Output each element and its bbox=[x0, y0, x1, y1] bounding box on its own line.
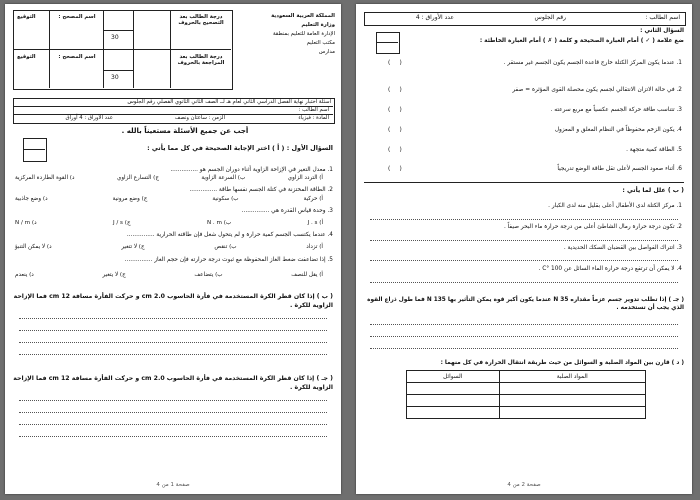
tf-text: 1. عندما يكون المركز الكتلة خارج قاعدة الجسم يكون الجسم غير مستقر . bbox=[503, 60, 682, 66]
answer-line[interactable] bbox=[19, 342, 327, 343]
mc-option[interactable]: د) لا يمكن التنبؤ bbox=[15, 244, 52, 250]
student-name-label: اسم الطالب : bbox=[645, 14, 680, 21]
mc-option[interactable]: ب) سكونية bbox=[212, 196, 239, 202]
answer-line[interactable] bbox=[370, 324, 678, 325]
mc-option[interactable]: ب) N . m bbox=[206, 220, 232, 226]
tf-answer-slot[interactable]: ( ) bbox=[388, 147, 402, 153]
mc-option[interactable]: د) ينعدم bbox=[15, 272, 34, 278]
q1b-text: ( ب ) إذا كان قطر الكرة المستخدمة في فأرة الحاسوب 2.0 cm و حركت الفأرة مسافة 12 cm فما الإزاحة الزاوية للكرة . bbox=[13, 293, 333, 309]
q1-title: السؤال الأول : ( أ ) اختر الإجابة الصحيحة في كل مما يأتي : bbox=[147, 144, 333, 152]
grade-max-1: 30 bbox=[111, 34, 119, 41]
q2a-instruction: ضع علامة ( ✓ ) أمام العبارة الصحيحة و كلمة ( ✗ ) أمام العبارة الخاطئة : bbox=[479, 38, 684, 44]
page-footer: صفحة 1 من 4 bbox=[156, 482, 190, 488]
comparison-table bbox=[406, 370, 646, 419]
tf-text: 6. أثناء صعود الجسم لأعلى تقل طاقة الوضع تدريجياً bbox=[557, 166, 682, 172]
pages-label: عدد الأوراق : 4 أوراق bbox=[65, 115, 113, 121]
answer-line[interactable] bbox=[370, 219, 678, 220]
signature-label-2: التوقيع bbox=[17, 54, 36, 60]
table-cell[interactable] bbox=[407, 383, 500, 395]
grade-label-1: درجة الطالب بعد التصحيح بالحروف bbox=[178, 14, 224, 26]
mc-question-1: 1. معدل التغير في الإزاحة الزاوية أثناء دوران الجسم هو ............... bbox=[170, 167, 333, 173]
institution-line: الإدارة العامة للتعليم بمنطقة bbox=[272, 31, 335, 37]
tf-statement-5 bbox=[366, 147, 682, 153]
answer-line[interactable] bbox=[19, 436, 327, 437]
mc-options-5 bbox=[15, 272, 323, 278]
mc-options-2 bbox=[15, 196, 323, 202]
corrector-label-1: اسم المصحح : bbox=[58, 14, 96, 20]
mc-option[interactable]: ج) وضع مرونية bbox=[112, 196, 148, 202]
table-header-liquids: السوائل bbox=[407, 371, 500, 383]
time-label: الزمن : ساعتان ونصف bbox=[174, 115, 225, 121]
reason-4: 4. لا يمكن أن ترتفع درجة حرارة الماء السائل عن 100 °C . bbox=[538, 266, 682, 272]
instruction: أجب عن جميع الأسئلة مستعيناً بالله . bbox=[121, 127, 249, 135]
tf-answer-slot[interactable]: ( ) bbox=[388, 127, 402, 133]
tf-statement-1 bbox=[366, 60, 682, 66]
answer-line[interactable] bbox=[370, 336, 678, 337]
tf-text: 3. تتناسب طاقة حركة الجسم عكسياً مع مربع سرعته . bbox=[550, 107, 682, 113]
exam-page-1 bbox=[5, 4, 341, 494]
mc-question-2: 2. الطاقة المختزنة في كتلة الجسم نفسها طاقة ............... bbox=[189, 187, 333, 193]
mc-question-5: 5. إذا تضاعفت ضغط الغاز المحفوظة مع ثبوت درجة حرارته فإن حجم الغاز ............... bbox=[124, 257, 333, 263]
answer-line[interactable] bbox=[19, 400, 327, 401]
mc-option[interactable]: أ) يقل للنصف bbox=[291, 272, 323, 278]
answer-line[interactable] bbox=[19, 330, 327, 331]
table-header-solids: المواد الصلبة bbox=[499, 371, 645, 383]
institution-line: وزارة التعليم bbox=[301, 22, 335, 28]
tf-answer-slot[interactable]: ( ) bbox=[388, 60, 402, 66]
q2b-title: ( ب ) علل لما يأتي : bbox=[622, 187, 684, 194]
mc-question-4: 4. عندما يكتسب الجسم كمية حرارة و لم يتحول شغل فإن طاقته الحرارية ............... bbox=[126, 232, 333, 238]
answer-line[interactable] bbox=[19, 412, 327, 413]
table-cell[interactable] bbox=[499, 383, 645, 395]
q2-title: السؤال الثاني : bbox=[640, 28, 684, 34]
answer-line[interactable] bbox=[19, 424, 327, 425]
institution-line: مدارس bbox=[318, 49, 335, 55]
q1c-text: ( جـ ) إذا كان قطر الكرة المستخدمة في فأرة الحاسوب 2.0 cm و حركت الفأرة مسافة 12 cm فما الإزاحة الزاوية للكرة . bbox=[13, 375, 333, 391]
mc-option[interactable]: ج) لا يتغير bbox=[102, 272, 126, 278]
table-cell[interactable] bbox=[499, 395, 645, 407]
exam-page-2 bbox=[356, 4, 692, 494]
answer-line[interactable] bbox=[370, 348, 678, 349]
mc-option[interactable]: ب) تنقص bbox=[214, 244, 237, 250]
reason-1: 1. مركز الكتلة لدى الأطفال أعلى بقليل منه لدى الكبار . bbox=[548, 203, 682, 209]
tf-answer-slot[interactable]: ( ) bbox=[388, 107, 402, 113]
table-cell[interactable] bbox=[499, 407, 645, 419]
pages-label: عدد الأوراق : 4 bbox=[415, 14, 454, 21]
tf-answer-slot[interactable]: ( ) bbox=[388, 166, 402, 172]
mc-options-3 bbox=[15, 220, 323, 226]
grade-label-2: درجة الطالب بعد المراجعة بالحروف bbox=[177, 54, 225, 66]
mc-option[interactable]: أ) حركية bbox=[303, 196, 323, 202]
q2c-text: ( جـ ) إذا تطلب تدوير جسم عزماً مقداره 35 N عندما يكون أكبر قوة يمكن التأثير بها 135 N فما طول ذراع القوة الذي يجب أن تستخدمه . bbox=[367, 297, 684, 311]
tf-text: 5. الطاقة كمية متجهة . bbox=[626, 147, 682, 153]
seat-number-label: رقم الجلوس bbox=[534, 14, 566, 21]
mc-option[interactable]: د) القوة الطاردة المركزية bbox=[15, 175, 75, 181]
mc-options-1 bbox=[15, 175, 323, 181]
mc-option[interactable]: ج) J / s bbox=[112, 220, 131, 226]
mc-option[interactable]: أ) التردد الزاوي bbox=[287, 175, 323, 181]
institution-line: المملكة العربية السعودية bbox=[271, 13, 335, 19]
answer-line[interactable] bbox=[19, 318, 327, 319]
q2d-text: ( د ) قارن بين المواد الصلبة و السوائل من حيث طريقة انتقال الحرارة في كل منهما : bbox=[440, 360, 684, 366]
tf-statement-2 bbox=[366, 87, 682, 93]
corrector-label-2: اسم المصحح : bbox=[58, 54, 96, 60]
tf-statement-4 bbox=[366, 127, 682, 133]
mc-option[interactable]: أ) J . s bbox=[307, 220, 323, 226]
subject-label: المادة : فيزياء bbox=[298, 115, 329, 121]
reason-2: 2. تكون درجة حرارة رمال الشاطئ أعلى من درجة حرارة ماء البحر صيفاً . bbox=[503, 224, 682, 230]
answer-line[interactable] bbox=[19, 354, 327, 355]
answer-line[interactable] bbox=[370, 282, 678, 283]
tf-text: 4. يكون الزخم محفوظاً في النظام المغلق و المعزول bbox=[554, 127, 682, 133]
answer-line[interactable] bbox=[370, 240, 678, 241]
signature-label-1: التوقيع bbox=[17, 14, 36, 20]
tf-statement-6 bbox=[366, 166, 682, 172]
table-cell[interactable] bbox=[407, 407, 500, 419]
mc-option[interactable]: ج) التسارع الزاوي bbox=[116, 175, 159, 181]
page-footer: صفحة 2 من 4 bbox=[507, 482, 541, 488]
tf-text: 2. في حالة الاتزان الانتقالي لجسم يكون محصلة القوى المؤثرة = صفر bbox=[512, 87, 682, 93]
tf-answer-slot[interactable]: ( ) bbox=[388, 87, 402, 93]
table-cell[interactable] bbox=[407, 395, 500, 407]
mc-option[interactable]: د) وضع جاذبية bbox=[15, 196, 48, 202]
mc-option[interactable]: ب) يتضاعف bbox=[194, 272, 223, 278]
mc-option[interactable]: ج) لا تتغير bbox=[121, 244, 145, 250]
grade-max-2: 30 bbox=[111, 74, 119, 81]
institution-block bbox=[237, 12, 335, 57]
answer-line[interactable] bbox=[370, 260, 678, 261]
student-name-label: اسم الطالب : bbox=[298, 107, 329, 113]
mc-options-4 bbox=[15, 244, 323, 250]
mc-question-3: 3. وحدة قياس القدرة هي ............... bbox=[241, 208, 333, 214]
reason-3: 3. اتتراك الفواصل بين القضبان السكك الحديدية . bbox=[563, 245, 682, 251]
institution-line: مكتب التعليم bbox=[306, 40, 335, 46]
mc-option[interactable]: ب) السرعة الزاوية bbox=[201, 175, 246, 181]
exam-title: أسئلة اختبار نهاية الفصل الدراسي الثاني لعام هـ لــ الصف الثاني الثانوي الفصلي رقم الجلوس bbox=[127, 99, 331, 105]
mc-option[interactable]: د) N / m bbox=[15, 220, 37, 226]
mc-option[interactable]: أ) تزداد bbox=[306, 244, 323, 250]
tf-statement-3 bbox=[366, 107, 682, 113]
